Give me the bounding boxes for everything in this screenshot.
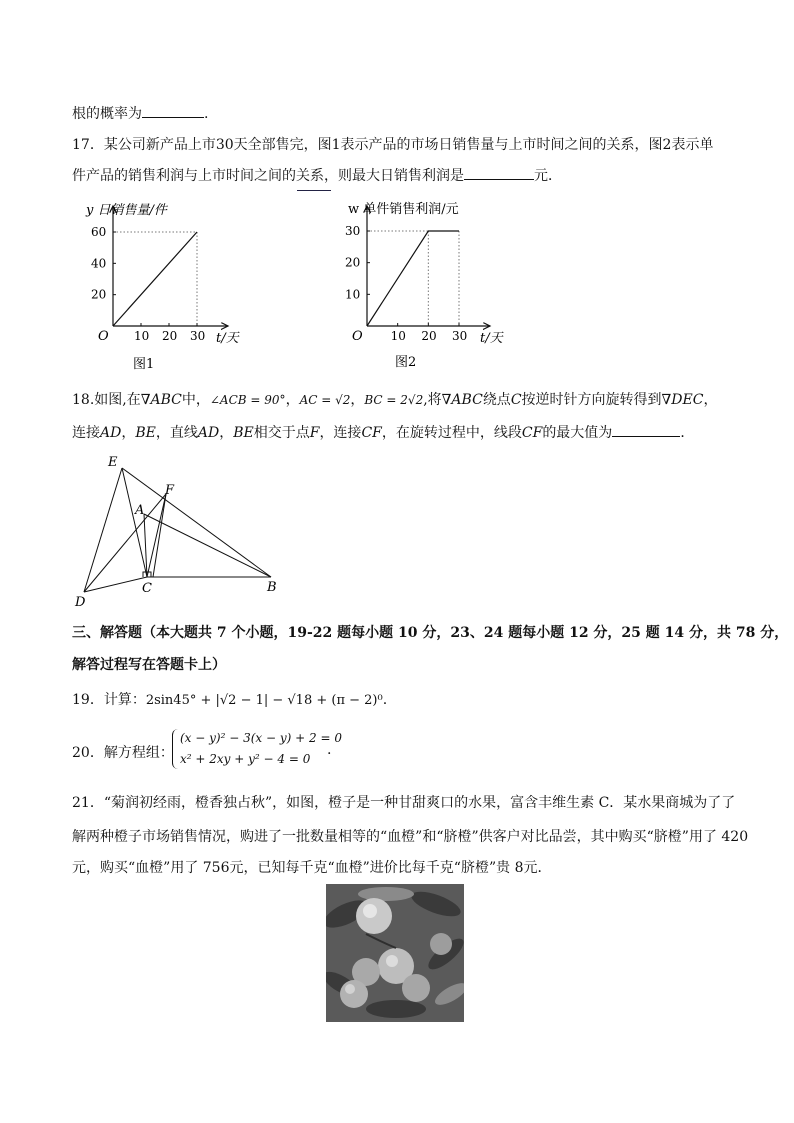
figure1-caption: 图1 [133,357,155,372]
series-line [367,231,459,326]
q21-line1: 21．“菊润初经雨，橙香独占秋”，如图，橙子是一种甘甜爽口的水果，富含丰维生素 C．某水果商城为了了 [72,795,736,811]
orange-photo-image [326,884,464,1022]
q20-end: . [327,742,332,758]
orange-photo [326,884,464,1022]
x-tick-label: 20 [421,329,437,343]
y-tick-label: 20 [91,287,107,302]
label-C: C [142,581,152,596]
figure1-chart [78,196,248,372]
label-A: A [135,503,145,518]
segment-EC [122,468,147,577]
x-tick-label: 10 [134,329,150,343]
figure2-chart [340,196,520,372]
q19: 19．计算：2sin45° + |√2 − 1| − √18 + (π − 2)⁰. [72,692,388,708]
label-E: E [108,455,118,470]
q20-equation-2: x² + 2xy + y² − 4 = 0 [180,752,311,766]
x-axis-label: t/天 [480,331,503,346]
y-tick-label: 10 [345,287,361,302]
x-tick-label: 20 [162,329,178,343]
q18-answer-blank[interactable] [612,424,680,437]
q20-label: 20．解方程组： [72,745,174,761]
q18-geometry-figure [70,450,290,610]
label-F: F [165,483,175,498]
section3-heading-line2: 解答过程写在答题卡上） [72,657,226,673]
q18-line2: 连接AD，BE，直线AD，BE相交于点F，连接CF，在旋转过程中，线段CF的最大值为 ． [72,425,695,441]
figure2-caption: 图2 [395,355,417,370]
label-B: B [267,580,277,595]
label-D: D [75,595,86,610]
series-line [113,232,197,326]
q16-tail: 根的概率为 . [72,106,209,122]
q21-line2: 解两种橙子市场销售情况，购进了一批数量相等的“血橙”和“脐橙”供客户对比品尝，其中购买“脐橙”用了 420 [72,829,749,845]
segment-DC [84,577,147,592]
y-axis-label: w 单件销售利润/元 [348,202,459,217]
q20-equation-1: (x − y)² − 3(x − y) + 2 = 0 [180,731,342,745]
y-tick-label: 60 [91,225,107,239]
q21-line3: 元，购买“血橙”用了 756元，已知每千克“血橙”进价比每千克“脐橙”贵 8元． [72,860,552,876]
underline-mark [297,190,331,191]
q17-line2: 件产品的销售利润与上市时间之间的关系，则最大日销售利润是 元． [72,168,562,184]
y-tick-label: 40 [91,256,107,271]
origin-label: O [352,329,363,344]
q17-answer-blank[interactable] [464,167,534,180]
x-tick-label: 30 [452,329,468,343]
segment-ED [84,468,122,592]
x-tick-label: 10 [390,329,406,343]
segment-FC [147,494,166,577]
x-axis-label: t/天 [216,331,239,346]
q18-line1: 18.如图,在∇ABC中，∠ACB = 90°，AC = √2，BC = 2√2,将∇ABC绕点C按逆时针方向旋转得到∇DEC， [72,392,718,408]
segment-AB [144,514,271,577]
q17-line1: 17．某公司新产品上市30天全部售完，图1表示产品的市场日销售量与上市时间之间的关系，图2表示单 [72,137,714,153]
y-tick-label: 30 [345,224,361,238]
system-brace [172,729,179,769]
y-axis-label: y 日销售量/件 [86,203,167,218]
origin-label: O [98,329,109,344]
y-tick-label: 20 [345,255,361,270]
x-tick-label: 30 [190,329,206,343]
q16-answer-blank[interactable] [142,105,204,118]
section3-heading-line1: 三、解答题（本大题共 7 个小题，19-22 题每小题 10 分，23、24 题每小题 12 分，25 题 14 分，共 78 分， [72,625,789,641]
